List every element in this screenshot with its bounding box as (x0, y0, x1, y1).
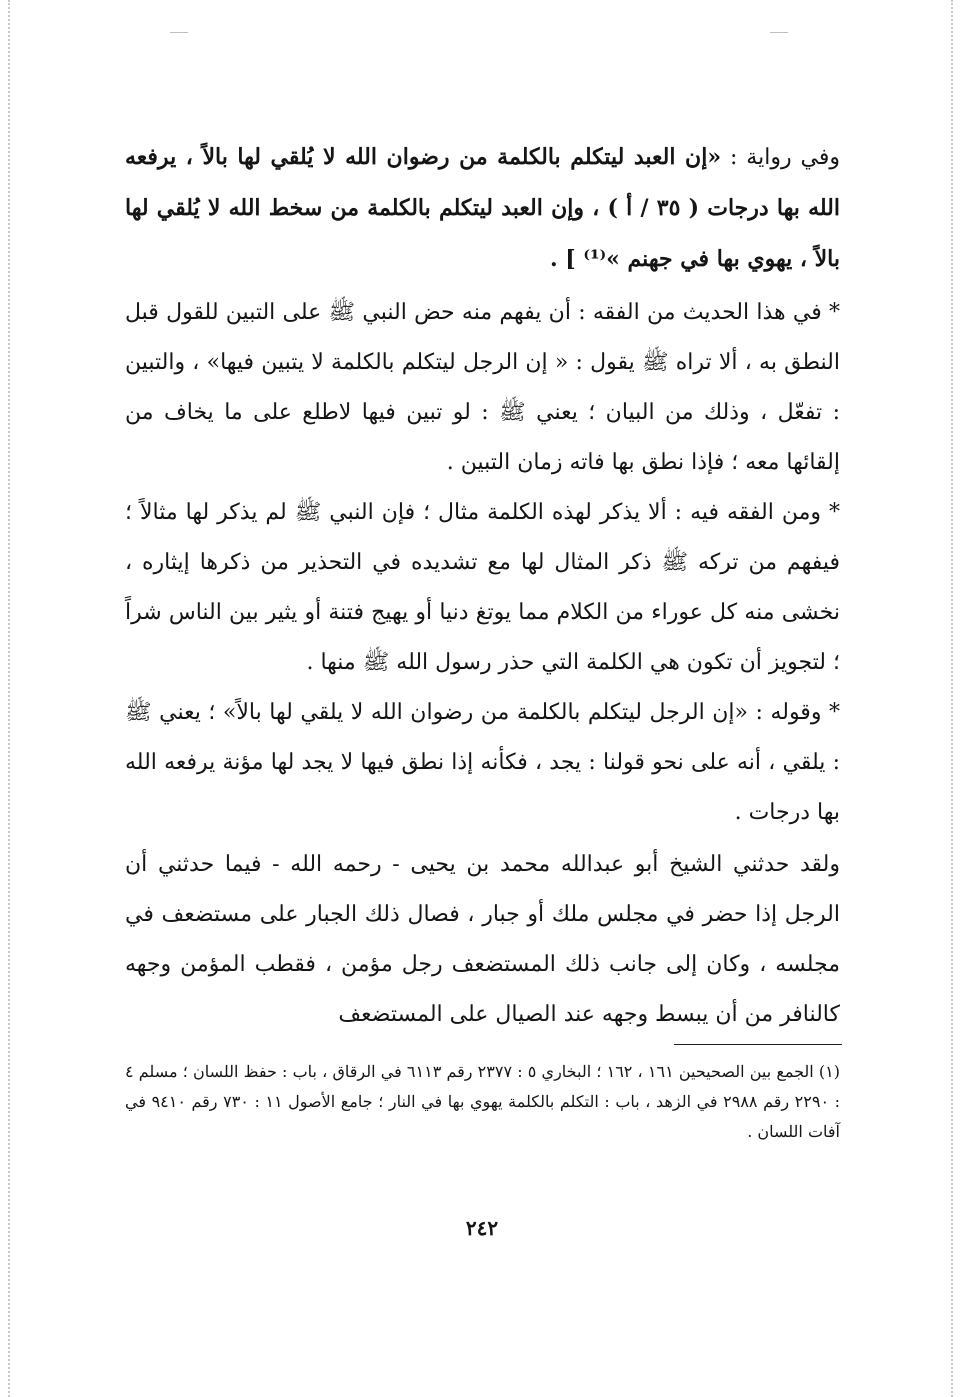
narration-intro: وفي رواية : (721, 145, 840, 170)
paragraph-text: * ومن الفقه فيه : ألا يذكر لهذه الكلمة مثال ؛ فإن النبي ﷺ لم يذكر لها مثالاً ؛ فيفهم من تركه ﷺ ذكر المثال لها مع تشديده في التحذير من ذكرها إيثاره ، نخشى منه كل عوراء من الكلام مما يوتغ دنيا أو يهيج فتنة أو يثير بين الناس شراً ؛ لتجويز أن تكون هي الكلمة التي حذر رسول الله ﷺ منها . (125, 500, 840, 675)
paragraph-text: * في هذا الحديث من الفقه : أن يفهم منه حض النبي ﷺ على التبين للقول قبل النطق به ، ألا تراه ﷺ يقول : « إن الرجل ليتكلم بالكلمة لا يتبين فيها» ، والتبين : تفعّل ، وذلك من البيان ؛ يعني ﷺ : لو تبين فيها لاطلع على ما يخاف من إلقائها معه ؛ فإذا نطق بها فاته زمان التبين . (125, 300, 840, 475)
paragraph-fiqh-mithal (125, 488, 840, 688)
paragraph-text: ولقد حدثني الشيخ أبو عبدالله محمد بن يحيى - رحمه الله - فيما حدثني أن الرجل إذا حضر في مجلس ملك أو جبار ، فصال ذلك الجبار على مستضعف في مجلسه ، وكان إلى جانب ذلك المستضعف رجل مؤمن ، فقطب المؤمن وجهه كالنافر من أن يبسط وجهه عند الصيال على المستضعف (125, 852, 840, 1027)
paragraph-qawluhu (125, 688, 840, 838)
footnote (125, 1057, 840, 1147)
paragraph-fiqh-tabayyun (125, 288, 840, 488)
page-number: ٢٤٢ (465, 1216, 499, 1240)
crop-mark (170, 32, 188, 33)
left-margin-dotted-line (8, 0, 10, 1397)
hadith-quote: «إن العبد ليتكلم بالكلمة من رضوان الله لا يُلقي لها بالاً ، يرفعه الله بها درجات ( ٣٥ / أ ) ، وإن العبد ليتكلم بالكلمة من سخط الله لا يُلقي لها بالاً ، يهوي بها في جهنم »⁽¹⁾ ] . (125, 144, 840, 272)
right-margin-dotted-line (951, 0, 953, 1397)
footnote-separator (674, 1044, 842, 1045)
footnote-text: (١) الجمع بين الصحيحين ١٦١ ، ١٦٢ ؛ البخاري ٥ : ٢٣٧٧ رقم ٦١١٣ في الرقاق ، باب : حفظ اللسان ؛ مسلم ٤ : ٢٢٩٠ رقم ٢٩٨٨ في الزهد ، باب : التكلم بالكلمة يهوي بها في النار ؛ جامع الأصول ١١ : ٧٣٠ رقم ٩٤١٠ في آفات اللسان . (125, 1062, 841, 1141)
paragraph-text: * وقوله : «إن الرجل ليتكلم بالكلمة من رضوان الله لا يلقي لها بالاً» ؛ يعني ﷺ : يلقي ، أنه على نحو قولنا : يجد ، فكأنه إذا نطق فيها لا يجد لها مؤنة يرفعه الله بها درجات . (125, 700, 840, 825)
paragraph-narration (125, 132, 840, 285)
paragraph-story (125, 840, 840, 1040)
crop-mark (770, 32, 788, 33)
